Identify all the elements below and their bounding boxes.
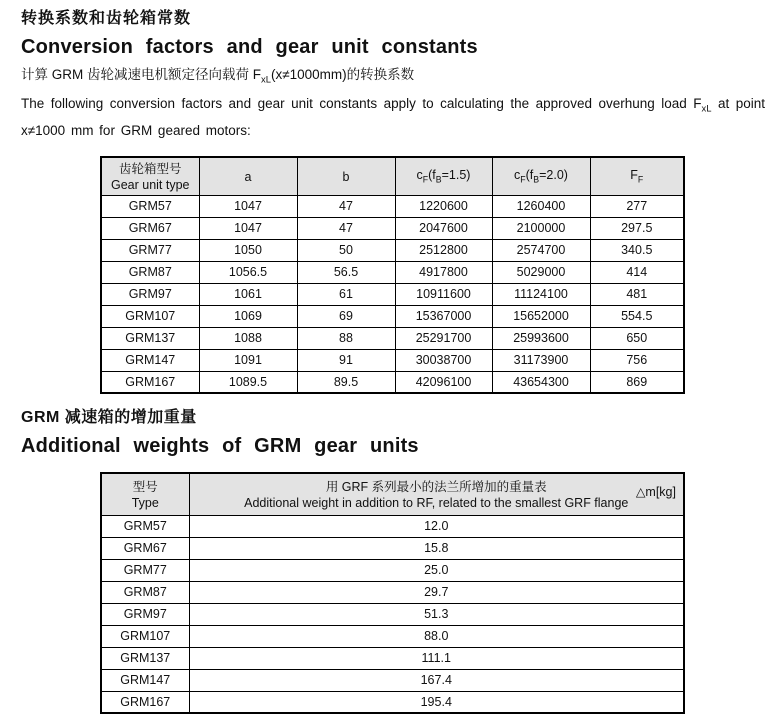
value-cell: 414 (590, 261, 684, 283)
column-header: 齿轮箱型号 Gear unit type (101, 157, 199, 195)
value-cell: 1047 (199, 195, 297, 217)
value-cell: 1056.5 (199, 261, 297, 283)
value-cell: 2047600 (395, 217, 492, 239)
model-cell: GRM137 (101, 647, 189, 669)
table-row (101, 239, 684, 261)
section1-title-en: Conversion factors and gear unit constants (21, 36, 478, 58)
value-cell: 195.4 (189, 691, 684, 713)
value-cell: 10911600 (395, 283, 492, 305)
value-cell: 1088 (199, 327, 297, 349)
value-cell: 756 (590, 349, 684, 371)
value-cell: 25291700 (395, 327, 492, 349)
section1-title-zh: 转换系数和齿轮箱常数 (21, 10, 192, 27)
additional-weights-table (100, 472, 685, 714)
model-cell: GRM147 (101, 669, 189, 691)
value-cell: 1220600 (395, 195, 492, 217)
weight-column-header: 用 GRF 系列最小的法兰所增加的重量表 Additional weight in addition to RF, related to the smallest GRF flange △m[kg] (189, 473, 684, 515)
value-cell: 47 (297, 195, 395, 217)
value-cell: 15367000 (395, 305, 492, 327)
table-row (101, 371, 684, 393)
value-cell: 69 (297, 305, 395, 327)
value-cell: 869 (590, 371, 684, 393)
value-cell: 29.7 (189, 581, 684, 603)
value-cell: 2574700 (492, 239, 590, 261)
type-column-header: 型号 Type (101, 473, 189, 515)
value-cell: 15.8 (189, 537, 684, 559)
value-cell: 15652000 (492, 305, 590, 327)
value-cell: 51.3 (189, 603, 684, 625)
section1-intro-en: The following conversion factors and gear unit constants apply to calculating the approved overhung load $F_{xL}$ at point x≠1000 mm for GRM geared motors: (21, 95, 765, 139)
column-header: $c_F(f_B=1.5)$ (395, 157, 492, 195)
table-row (101, 691, 684, 713)
table-row (101, 625, 684, 647)
column-header: $F_F$ (590, 157, 684, 195)
model-cell: GRM77 (101, 239, 199, 261)
value-cell: 89.5 (297, 371, 395, 393)
value-cell: 11124100 (492, 283, 590, 305)
value-cell: 61 (297, 283, 395, 305)
table-row (101, 283, 684, 305)
value-cell: 277 (590, 195, 684, 217)
column-header: a (199, 157, 297, 195)
section2-title-en: Additional weights of GRM gear units (21, 435, 419, 458)
value-cell: 43654300 (492, 371, 590, 393)
value-cell: 91 (297, 349, 395, 371)
value-cell: 88 (297, 327, 395, 349)
model-cell: GRM147 (101, 349, 199, 371)
value-cell: 1260400 (492, 195, 590, 217)
model-cell: GRM107 (101, 305, 199, 327)
value-cell: 1089.5 (199, 371, 297, 393)
value-cell: 554.5 (590, 305, 684, 327)
value-cell: 1047 (199, 217, 297, 239)
model-cell: GRM167 (101, 691, 189, 713)
value-cell: 31173900 (492, 349, 590, 371)
value-cell: 12.0 (189, 515, 684, 537)
header-row (101, 473, 684, 515)
table-row (101, 581, 684, 603)
model-cell: GRM107 (101, 625, 189, 647)
value-cell: 56.5 (297, 261, 395, 283)
table-row (101, 537, 684, 559)
value-cell: 25.0 (189, 559, 684, 581)
model-cell: GRM67 (101, 217, 199, 239)
model-cell: GRM67 (101, 537, 189, 559)
value-cell: 1091 (199, 349, 297, 371)
table-row (101, 195, 684, 217)
conversion-table-body (101, 195, 684, 393)
value-cell: 5029000 (492, 261, 590, 283)
value-cell: 47 (297, 217, 395, 239)
conversion-table-head (101, 157, 684, 195)
value-cell: 297.5 (590, 217, 684, 239)
value-cell: 2100000 (492, 217, 590, 239)
model-cell: GRM167 (101, 371, 199, 393)
conversion-factors-table (100, 156, 685, 394)
table-row (101, 515, 684, 537)
unit-label: △m[kg] (635, 485, 676, 500)
model-cell: GRM97 (101, 603, 189, 625)
model-cell: GRM137 (101, 327, 199, 349)
value-cell: 167.4 (189, 669, 684, 691)
value-cell: 111.1 (189, 647, 684, 669)
value-cell: 50 (297, 239, 395, 261)
value-cell: 88.0 (189, 625, 684, 647)
value-cell: 1050 (199, 239, 297, 261)
weights-table-body (101, 515, 684, 713)
value-cell: 481 (590, 283, 684, 305)
value-cell: 2512800 (395, 239, 492, 261)
table-row (101, 261, 684, 283)
value-cell: 42096100 (395, 371, 492, 393)
value-cell: 1061 (199, 283, 297, 305)
header-row (101, 157, 684, 195)
value-cell: 25993600 (492, 327, 590, 349)
value-cell: 4917800 (395, 261, 492, 283)
model-cell: GRM87 (101, 261, 199, 283)
weights-table-head (101, 473, 684, 515)
value-cell: 30038700 (395, 349, 492, 371)
table-row (101, 217, 684, 239)
table-row (101, 603, 684, 625)
section2-title-zh: GRM 减速箱的增加重量 (21, 409, 197, 427)
value-cell: 650 (590, 327, 684, 349)
table-row (101, 349, 684, 371)
table-row (101, 327, 684, 349)
table-row (101, 647, 684, 669)
model-cell: GRM57 (101, 515, 189, 537)
model-cell: GRM57 (101, 195, 199, 217)
column-header: $c_F(f_B=2.0)$ (492, 157, 590, 195)
table-row (101, 669, 684, 691)
model-cell: GRM87 (101, 581, 189, 603)
model-cell: GRM77 (101, 559, 189, 581)
value-cell: 340.5 (590, 239, 684, 261)
value-cell: 1069 (199, 305, 297, 327)
model-cell: GRM97 (101, 283, 199, 305)
table-row (101, 559, 684, 581)
table-row (101, 305, 684, 327)
column-header: b (297, 157, 395, 195)
section1-intro-zh: 计算 GRM 齿轮减速电机额定径向载荷 $F_{xL}(x\ne 1000mm)$的转换系数 (21, 67, 415, 86)
